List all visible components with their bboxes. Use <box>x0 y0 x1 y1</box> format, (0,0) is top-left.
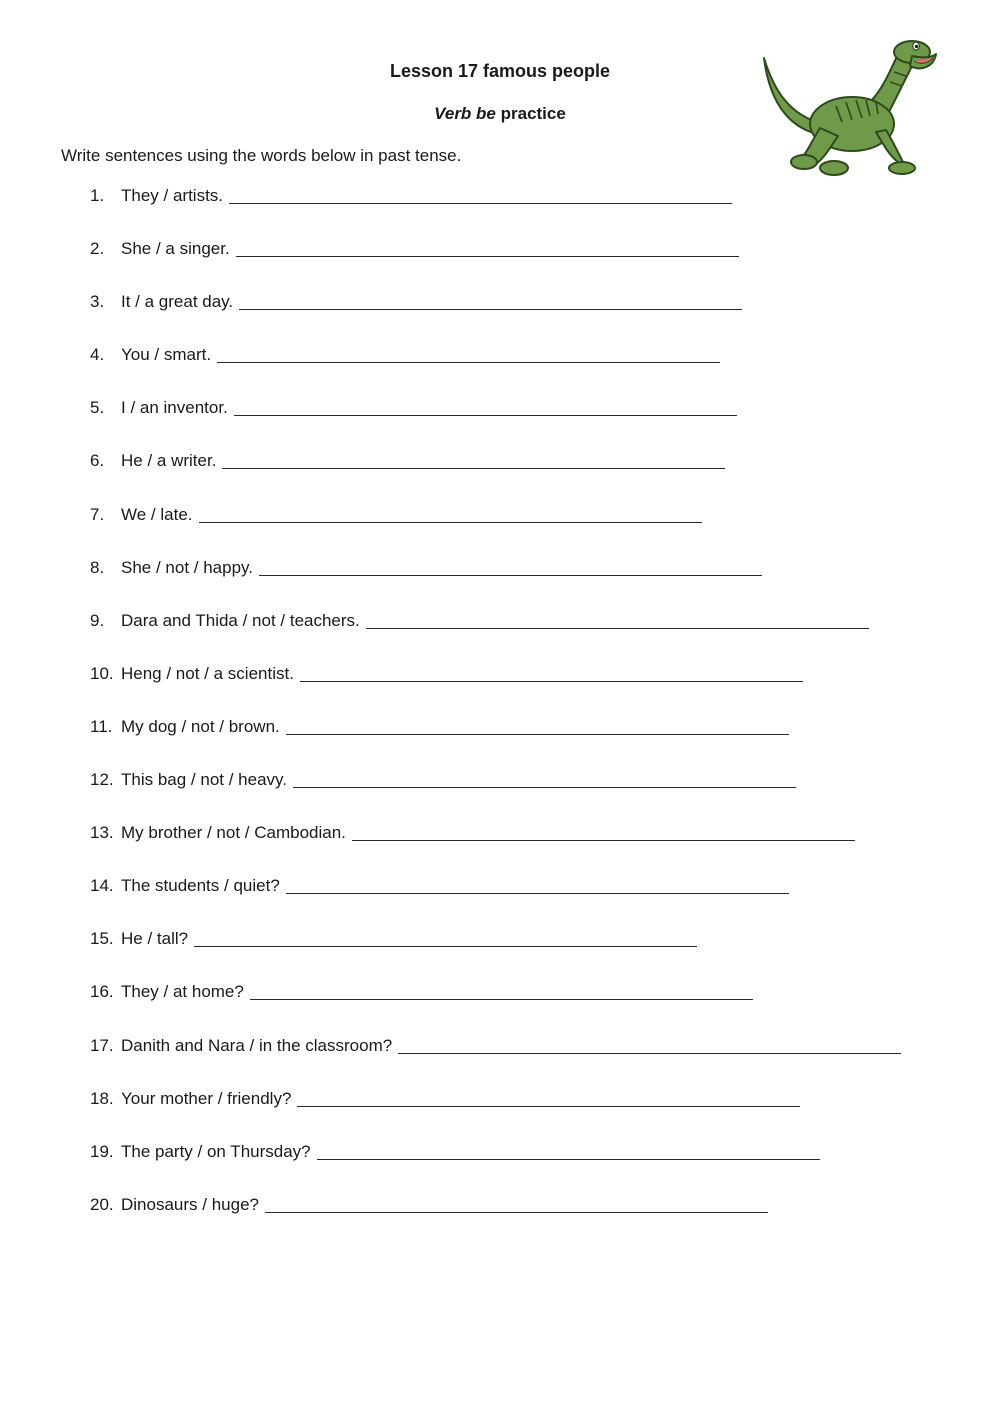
exercise-item-14 <box>90 876 901 929</box>
exercise-number: 7. <box>90 504 105 524</box>
answer-line[interactable] <box>317 1142 820 1160</box>
exercise-item-20 <box>90 1195 901 1248</box>
exercise-number: 13. <box>90 823 114 843</box>
answer-line[interactable] <box>229 186 732 204</box>
answer-line[interactable] <box>250 982 753 1000</box>
answer-line[interactable] <box>259 558 762 576</box>
exercise-number: 1. <box>90 186 105 205</box>
exercise-item-3 <box>90 292 901 345</box>
exercise-item-8 <box>90 558 901 611</box>
answer-line[interactable] <box>297 1089 800 1107</box>
exercise-number: 11. <box>90 716 113 736</box>
exercise-item-19 <box>90 1142 901 1195</box>
exercise-item-10 <box>90 664 901 717</box>
exercise-number: 18. <box>90 1088 114 1108</box>
exercise-number: 19. <box>90 1141 114 1161</box>
exercise-item-5 <box>90 398 901 451</box>
exercise-number: 16. <box>90 982 114 1002</box>
exercise-prompt: We / late. <box>121 504 193 524</box>
exercise-list <box>90 186 901 1248</box>
answer-line[interactable] <box>286 717 789 735</box>
exercise-number: 17. <box>90 1035 114 1055</box>
answer-line[interactable] <box>293 770 796 788</box>
exercise-number: 9. <box>90 610 105 630</box>
subtitle-rest: practice <box>495 104 566 123</box>
exercise-prompt: I / an inventor. <box>121 398 228 418</box>
exercise-item-12 <box>90 770 901 823</box>
answer-line[interactable] <box>222 451 725 469</box>
exercise-prompt: He / tall? <box>121 929 189 949</box>
answer-line[interactable] <box>352 823 855 841</box>
answer-line[interactable] <box>234 398 737 416</box>
exercise-prompt: Your mother / friendly? <box>121 1088 292 1108</box>
exercise-prompt: They / at home? <box>121 982 244 1002</box>
exercise-number: 10. <box>90 663 114 683</box>
exercise-number: 12. <box>90 770 114 790</box>
exercise-item-17 <box>90 1036 901 1089</box>
answer-line[interactable] <box>366 611 869 629</box>
exercise-prompt: They / artists. <box>121 186 224 205</box>
exercise-number: 2. <box>90 239 105 259</box>
exercise-prompt: He / a writer. <box>121 451 217 471</box>
page-title: Lesson 17 famous people <box>389 61 611 81</box>
exercise-number: 20. <box>90 1194 114 1214</box>
exercise-number: 15. <box>90 929 114 949</box>
exercise-number: 8. <box>90 557 105 577</box>
answer-line[interactable] <box>398 1036 901 1054</box>
exercise-number: 3. <box>90 292 105 312</box>
exercise-item-2 <box>90 239 901 292</box>
exercise-item-7 <box>90 505 901 558</box>
answer-line[interactable] <box>199 505 702 523</box>
exercise-prompt: Dara and Thida / not / teachers. <box>121 610 360 630</box>
exercise-prompt: It / a great day. <box>121 292 234 312</box>
exercise-number: 4. <box>90 345 105 365</box>
exercise-item-15 <box>90 929 901 982</box>
exercise-prompt: This bag / not / heavy. <box>121 770 287 790</box>
answer-line[interactable] <box>239 292 742 310</box>
exercise-number: 6. <box>90 451 105 471</box>
exercise-prompt: Heng / not / a scientist. <box>121 663 294 683</box>
exercise-prompt: You / smart. <box>121 345 212 365</box>
answer-line[interactable] <box>265 1195 768 1213</box>
exercise-prompt: The party / on Thursday? <box>121 1141 311 1161</box>
exercise-item-16 <box>90 982 901 1035</box>
exercise-prompt: Dinosaurs / huge? <box>121 1194 259 1214</box>
exercise-item-18 <box>90 1089 901 1142</box>
exercise-number: 5. <box>90 398 105 418</box>
exercise-item-4 <box>90 345 901 398</box>
exercise-item-9 <box>90 611 901 664</box>
exercise-prompt: Danith and Nara / in the classroom? <box>121 1035 393 1055</box>
answer-line[interactable] <box>217 345 720 363</box>
subtitle-verb: Verb be <box>434 104 496 123</box>
exercise-prompt: She / not / happy. <box>121 557 253 577</box>
exercise-prompt: She / a singer. <box>121 239 230 259</box>
dinosaur-icon <box>752 36 942 176</box>
exercise-item-1 <box>90 186 901 239</box>
answer-line[interactable] <box>236 239 739 257</box>
answer-line[interactable] <box>286 876 789 894</box>
exercise-prompt: The students / quiet? <box>121 876 280 896</box>
exercise-item-11 <box>90 717 901 770</box>
answer-line[interactable] <box>300 664 803 682</box>
exercise-number: 14. <box>90 876 114 896</box>
answer-line[interactable] <box>194 929 697 947</box>
exercise-item-13 <box>90 823 901 876</box>
exercise-prompt: My dog / not / brown. <box>121 716 280 736</box>
instructions: Write sentences using the words below in past tense. <box>61 146 462 165</box>
exercise-prompt: My brother / not / Cambodian. <box>121 823 346 843</box>
exercise-item-6 <box>90 451 901 504</box>
